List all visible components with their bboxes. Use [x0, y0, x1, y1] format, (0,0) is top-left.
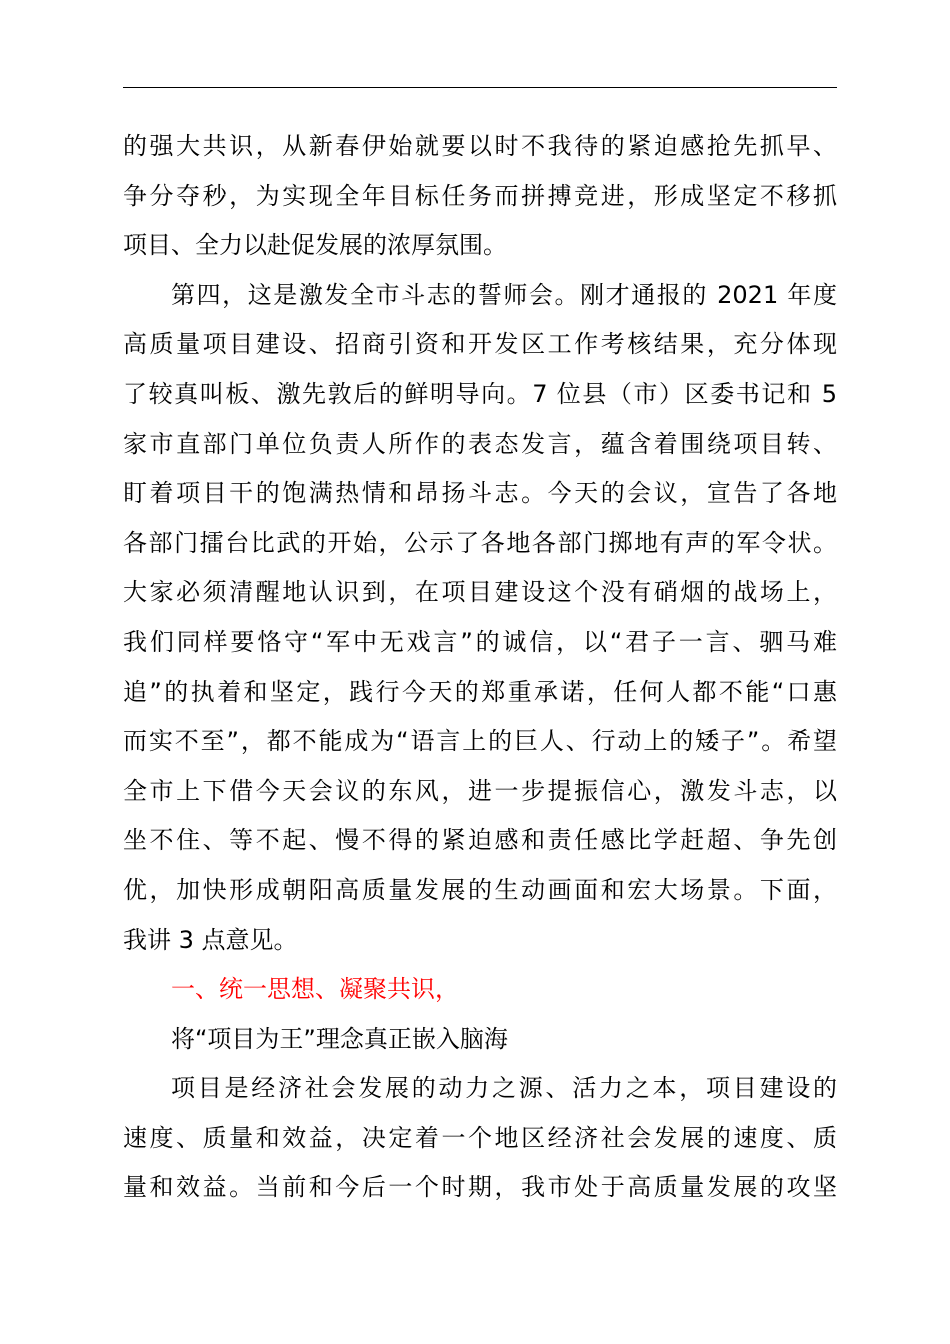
text-line: 各部门擂台比武的开始，公示了各地各部门掷地有声的军令状。 — [123, 528, 837, 557]
text-line: 了较真叫板、激先敦后的鲜明导向。7 位县（市）区委书记和 5 — [123, 379, 837, 408]
text-line: 的强大共识，从新春伊始就要以时不我待的紧迫感抢先抓早、 — [123, 132, 837, 160]
text-line: 项目是经济社会发展的动力之源、活力之本，项目建设的 — [171, 1074, 837, 1103]
text-line: 而实不至”，都不能成为“语言上的巨人、行动上的矮子”。希望 — [123, 727, 837, 756]
text-line: 全市上下借今天会议的东风，进一步提振信心，激发斗志，以 — [123, 776, 837, 805]
section-heading: 一、统一思想、凝聚共识， — [171, 975, 459, 1004]
paragraph-fourth — [123, 271, 837, 965]
document-body — [123, 122, 837, 1213]
text-line: 速度、质量和效益，决定着一个地区经济社会发展的速度、质 — [123, 1123, 837, 1152]
paragraph-continued — [123, 122, 837, 271]
text-line: 坐不住、等不起、慢不得的紧迫感和责任感比学赶超、争先创 — [123, 826, 837, 855]
text-line: 我讲 3 点意见。 — [123, 925, 298, 954]
text-line: 优，加快形成朝阳高质量发展的生动画面和宏大场景。下面， — [123, 875, 837, 904]
header-rule — [123, 87, 837, 88]
paragraph-section-one — [123, 1064, 837, 1213]
text-line: 盯着项目干的饱满热情和昂扬斗志。今天的会议，宣告了各地 — [123, 479, 837, 508]
text-line: 量和效益。当前和今后一个时期，我市处于高质量发展的攻坚 — [123, 1173, 837, 1202]
text-line: 争分夺秒，为实现全年目标任务而拼搏竞进，形成坚定不移抓 — [123, 181, 837, 210]
text-line: 第四，这是激发全市斗志的誓师会。刚才通报的 2021 年度 — [171, 280, 837, 309]
text-line: 我们同样要恪守“军中无戏言”的诚信，以“君子一言、驷马难 — [123, 627, 837, 656]
text-line: 项目、全力以赴促发展的浓厚氛围。 — [123, 231, 507, 260]
text-line: 追”的执着和坚定，践行今天的郑重承诺，任何人都不能“口惠 — [123, 677, 837, 706]
section-subheading: 将“项目为王”理念真正嵌入脑海 — [171, 1024, 508, 1053]
text-line: 高质量项目建设、招商引资和开发区工作考核结果，充分体现 — [123, 330, 837, 359]
text-line: 家市直部门单位负责人所作的表态发言，蕴含着围绕项目转、 — [123, 429, 837, 458]
text-line: 大家必须清醒地认识到，在项目建设这个没有硝烟的战场上， — [123, 578, 837, 607]
